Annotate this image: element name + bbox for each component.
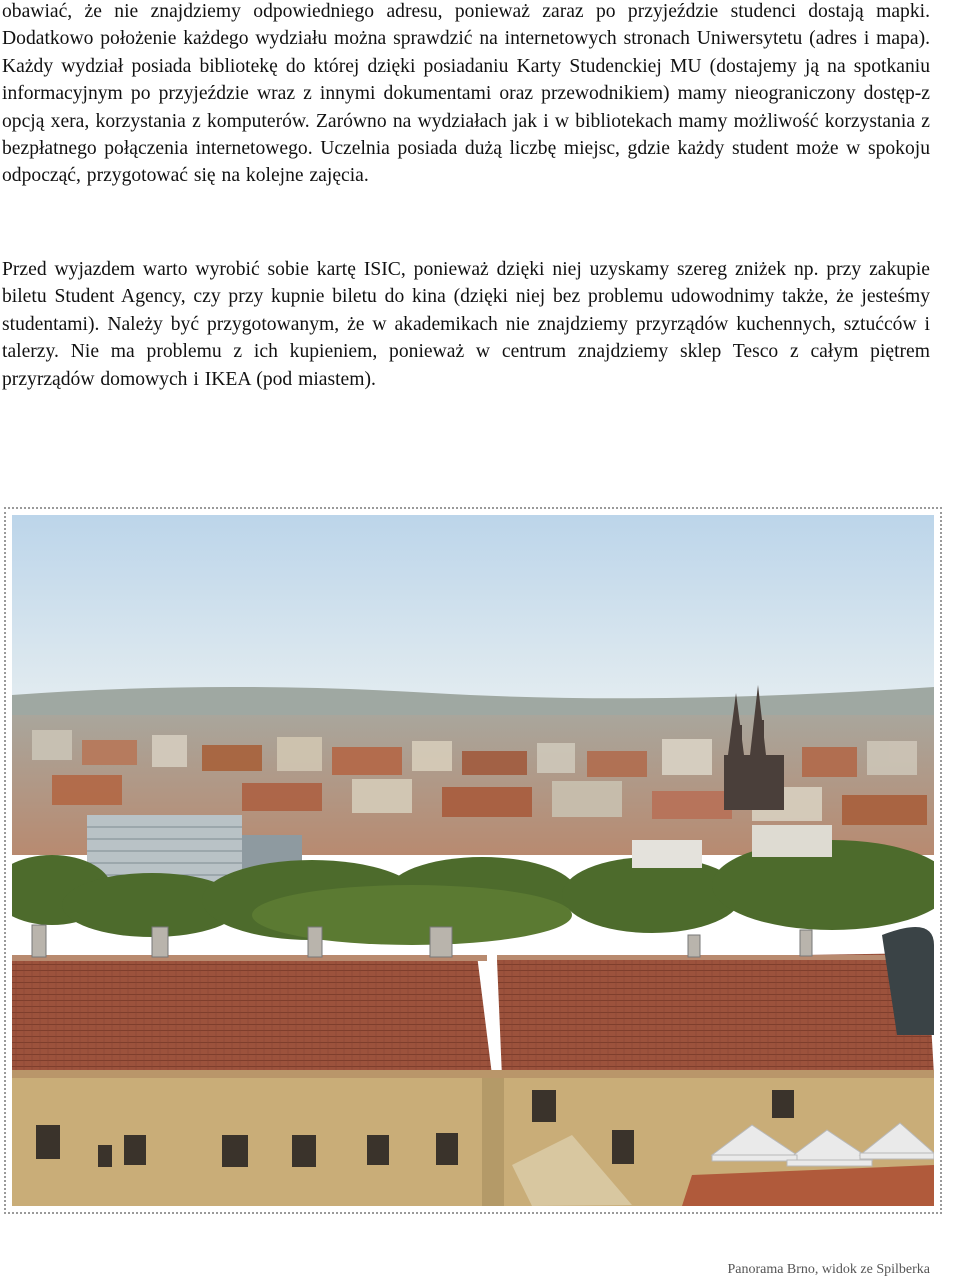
brno-panorama-photo <box>12 515 934 1206</box>
sky <box>12 515 934 705</box>
white-building <box>632 840 702 868</box>
paragraph-university-info: obawiać, że nie znajdziemy odpowiedniego adresu, ponieważ zaraz po przyjeździe studenci dostają mapki. Dodatkowo położenie każdego wydziału można sprawdzić na internetowych stronach Uniwersytetu (adres i mapa). Każdy wydział posiada bibliotekę do której dzięki posiadaniu Karty Studenckiej MU (dostajemy ją na spotkaniu informacyjnym po przyjeździe wraz z innymi dokumentami oraz przewodnikiem) mamy nieograniczony dostęp-z opcją xera, korzystania z komputerów. Zarówno na wydziałach jak i w bibliotekach mamy możliwość korzystania z bezpłatnego połączenia internetowego. Uczelnia posiada dużą liczbę miejsc, gdzie każdy student może w spokoju odpocząć, przygotować się na kolejne zajęcia. <box>2 1 930 187</box>
paragraph-isic-card: Przed wyjazdem warto wyrobić sobie kartę ISIC, ponieważ dzięki niej uzyskamy szereg zniżek np. przy zakupie biletu Student Agency, czy przy kupnie biletu do kina (dzięki niej bez problemu udowodnimy także, że jesteśmy studentami). Należy być przygotowanym, że w akademikach nie znajdziemy przyrządów kuchennych, sztućców i talerzy. Nie ma problemu z ich kupieniem, ponieważ w centrum znajdziemy sklep Tesco z całym piętrem przyrządów domowych i IKEA (pod miastem). <box>2 259 930 390</box>
photo-caption: Panorama Brno, widok ze Spilberka <box>727 1262 930 1277</box>
photo-frame <box>4 507 942 1214</box>
white-building-2 <box>752 825 832 857</box>
roof-right <box>497 953 934 1077</box>
roof-left <box>12 955 492 1080</box>
brno-panorama-illustration <box>12 515 934 1206</box>
